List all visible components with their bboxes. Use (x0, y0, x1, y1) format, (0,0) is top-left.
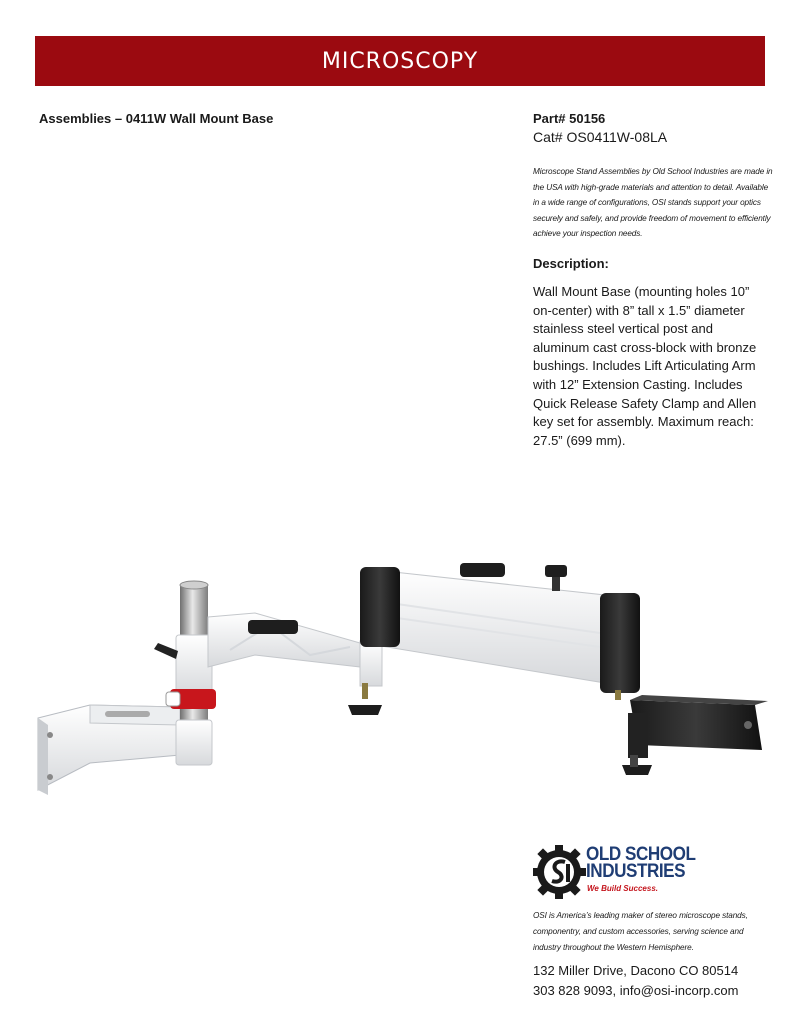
logo-line-1: OLD SCHOOL (586, 844, 696, 865)
product-image (30, 555, 775, 805)
company-about: OSI is America’s leading maker of stereo microscope stands, componentry, and custom accessories, serving science and industry throughout the Western Hemisphere. (533, 911, 748, 952)
part-number: Part# 50156 (533, 111, 606, 126)
product-title: Assemblies – 0411W Wall Mount Base (39, 111, 274, 126)
gear-icon (533, 845, 586, 899)
section-banner (35, 36, 765, 86)
description-body: Wall Mount Base (mounting holes 10” on-center) with 8” tall x 1.5” diameter stainless steel vertical post and aluminum cast cross-block with bronze bushings. Includes Lift Articulating Arm with 12” Extension Casting. Includes Quick Release Safety Clamp and Allen key set for assembly. Maximum reach: 27.5” (699 mm). (533, 284, 757, 448)
description-heading: Description: (533, 256, 609, 271)
logo-line-2: INDUSTRIES (586, 861, 686, 882)
logo-tagline: We Build Success. (587, 884, 658, 893)
company-contact: 303 828 9093, info@osi-incorp.com (533, 983, 739, 998)
catalog-number: Cat# OS0411W-08LA (533, 129, 668, 145)
company-address: 132 Miller Drive, Dacono CO 80514 (533, 963, 739, 978)
logo-wordmark (586, 846, 696, 880)
intro-paragraph: Microscope Stand Assemblies by Old School Industries are made in the USA with high-grade materials and attention to detail. Available in a wide range of configurations, OSI stands support your optics securely and safely, and provide freedom of movement to efficiently achieve your inspection needs. (533, 167, 773, 238)
banner-title: MICROSCOPY (321, 48, 479, 74)
